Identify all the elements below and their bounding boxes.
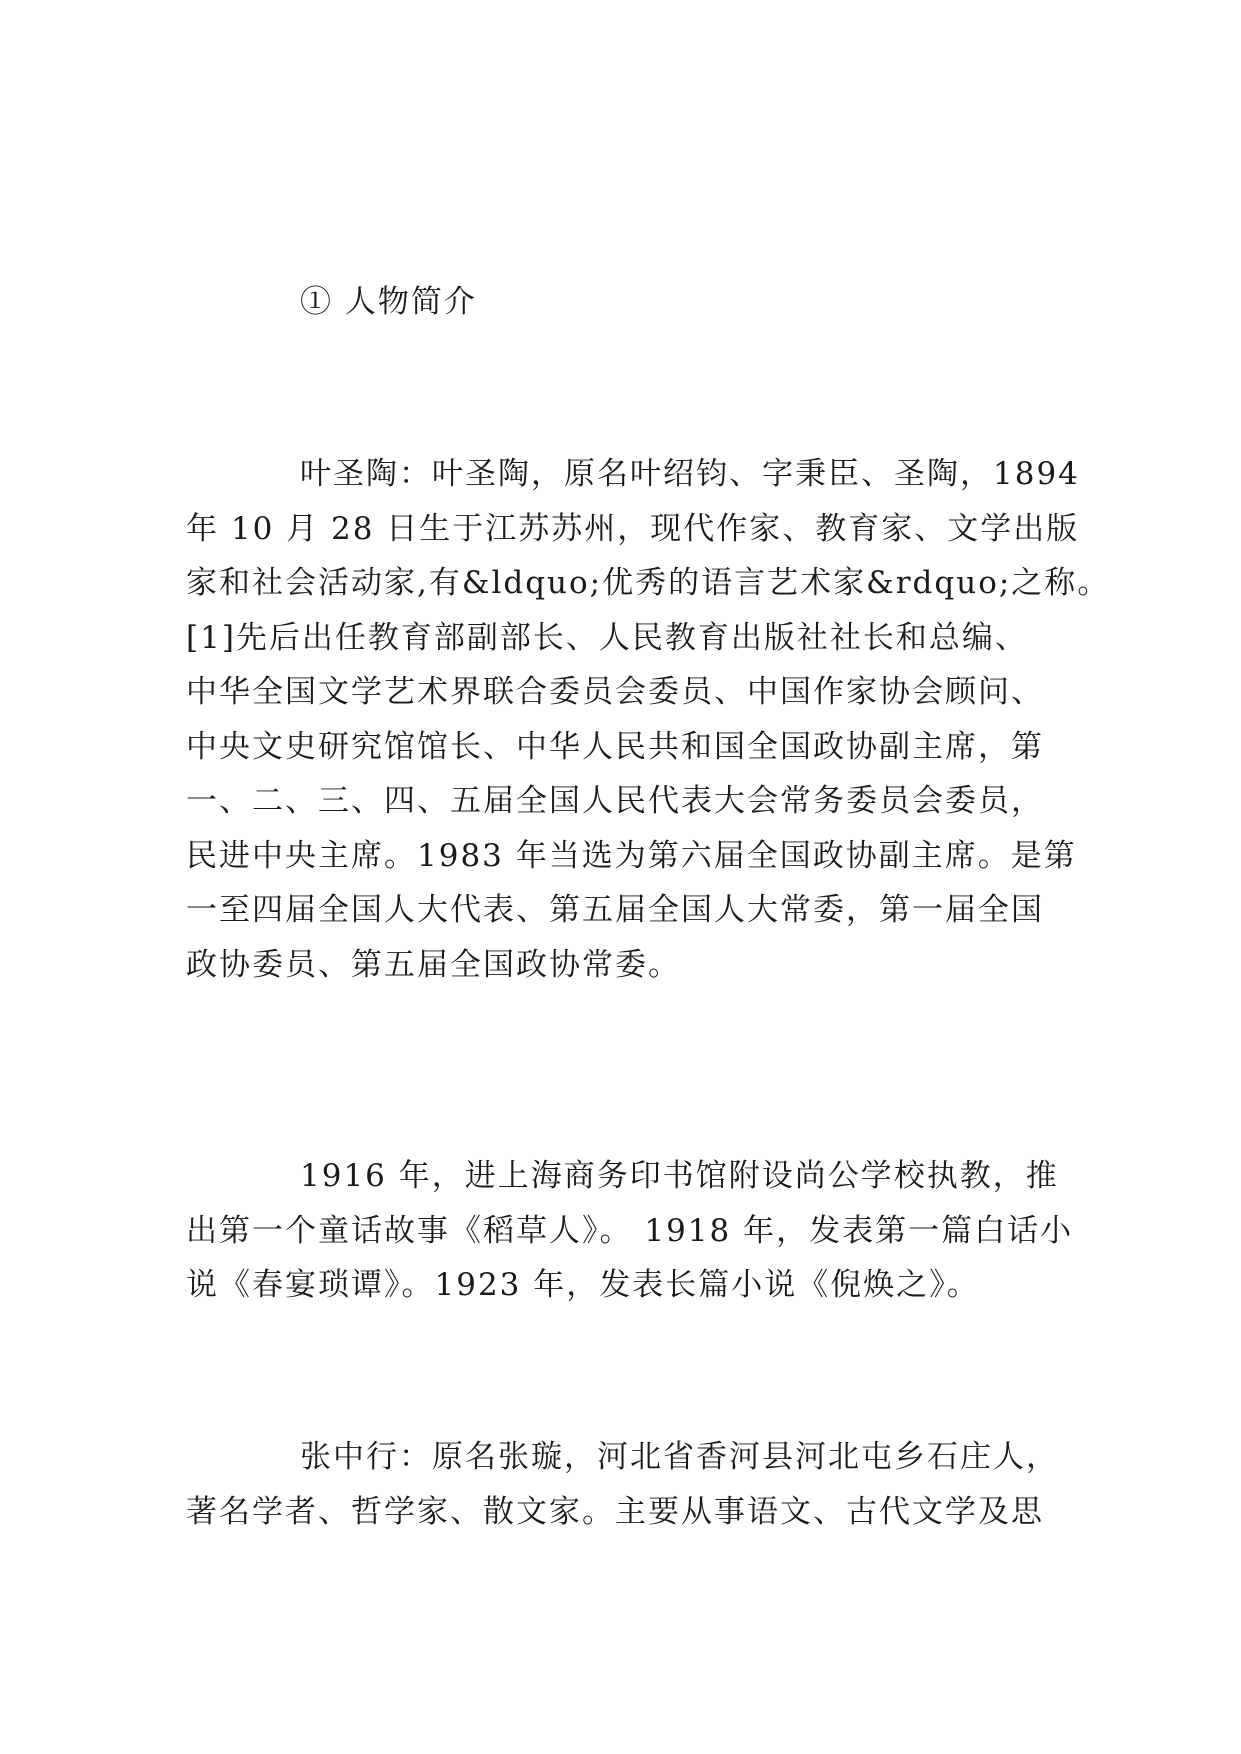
paragraph-line: 一、二、三、四、五届全国人民代表大会常务委员会委员， <box>186 783 1044 819</box>
paragraph-line: 中央文史研究馆馆长、中华人民共和国全国政协副主席，第 <box>186 728 1044 765</box>
paragraph-line: 出第一个童话故事《稻草人》。 1918 年，发表第一篇白话小 <box>186 1212 1074 1249</box>
paragraph-ye-shengtao-bio <box>186 447 1111 992</box>
section-heading: ① 人物简介 <box>300 284 477 320</box>
paragraph-line: 家和社会活动家,有&ldquo;优秀的语言艺术家&rdquo;之称。 <box>186 565 1111 601</box>
paragraph-line: 一至四届全国人大代表、第五届全国人大常委，第一届全国 <box>186 892 1044 928</box>
paragraph-line: 1916 年，进上海商务印书馆附设尚公学校执教，推 <box>300 1158 1059 1194</box>
paragraph-zhang-zhongxing-bio <box>186 1430 1059 1539</box>
paragraph-line: [1]先后出任教育部副部长、人民教育出版社社长和总编、 <box>186 619 1028 656</box>
paragraph-line: 说《春宴琐谭》。1923 年，发表长篇小说《倪焕之》。 <box>186 1267 980 1303</box>
paragraph-line: 政协委员、第五届全国政协常委。 <box>186 946 681 983</box>
paragraph-line: 著名学者、哲学家、散文家。主要从事语文、古代文学及思 <box>186 1493 1044 1530</box>
paragraph-line: 民进中央主席。1983 年当选为第六届全国政协副主席。是第 <box>186 837 1077 874</box>
paragraph-line: 张中行：原名张璇，河北省香河县河北屯乡石庄人， <box>300 1439 1059 1475</box>
paragraph-line: 中华全国文学艺术界联合委员会委员、中国作家协会顾问、 <box>186 674 1044 710</box>
paragraph-ye-shengtao-works <box>186 1149 1074 1313</box>
paragraph-line: 叶圣陶：叶圣陶，原名叶绍钧、字秉臣、圣陶，1894 <box>300 456 1080 492</box>
paragraph-line: 年 10 月 28 日生于江苏苏州，现代作家、教育家、文学出版 <box>186 510 1080 547</box>
